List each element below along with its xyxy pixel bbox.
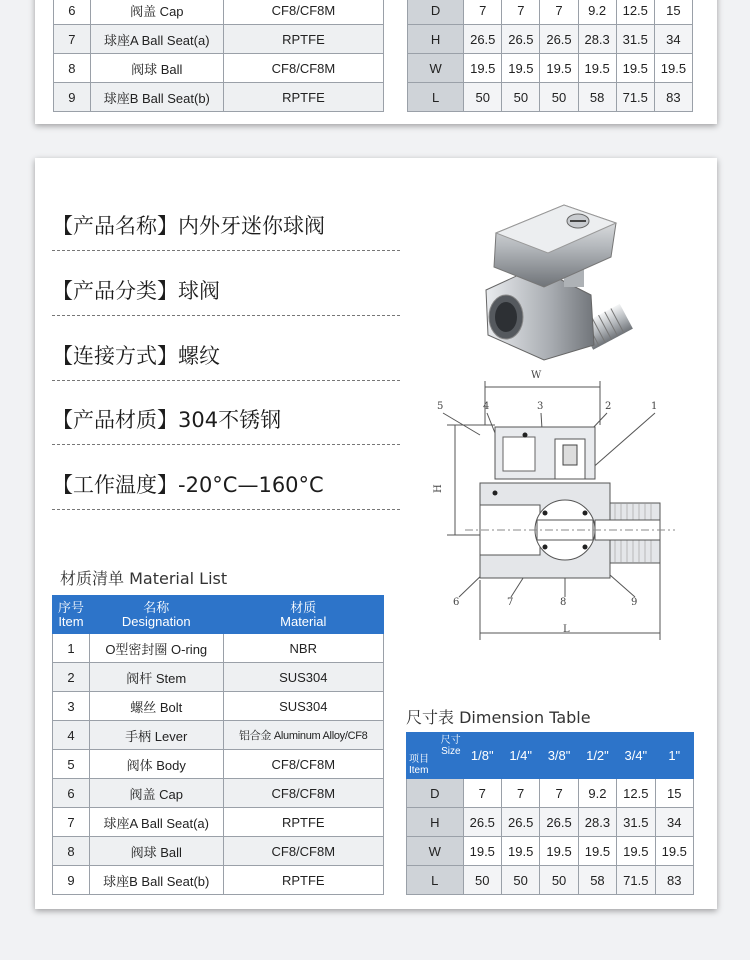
part-callout-number: 7 [507,597,514,608]
dimension-value: 28.3 [578,808,616,837]
material-list-title: 材质清单 Material List [60,569,228,588]
material-designation: 阀体 Body [89,750,223,779]
material-header-designation [89,596,223,634]
product-spec-line [52,404,400,445]
dimension-row [408,54,693,83]
dimension-value: 26.5 [463,808,501,837]
material-table [52,595,384,895]
material-item-number: 5 [53,750,90,779]
material-value: SUS304 [223,692,383,721]
material-item-number: 8 [53,837,90,866]
dimension-header-size [501,733,539,779]
dimension-header-size [578,733,616,779]
material-row [53,634,384,663]
material-designation: 阀盖 Cap [89,779,223,808]
material-value: SUS304 [223,663,383,692]
dimension-value: 83 [655,866,693,895]
product-spec-line [52,210,400,251]
header-material-cn: 材质 [290,599,317,615]
material-item-number: 7 [54,25,91,54]
material-designation: 阀盖 Cap [90,0,223,25]
size-label: 1/2" [586,748,609,763]
material-row [54,83,384,112]
spec-value: 304不锈钢 [178,408,282,432]
spec-key: 【产品材质】 [52,408,178,432]
header-designation-en: Designation [121,613,191,629]
material-designation: 球座A Ball Seat(a) [90,25,223,54]
dimension-value: 50 [501,866,539,895]
material-row [54,25,384,54]
dimension-symbol: H [433,484,444,493]
dimension-label: H [408,25,464,54]
material-designation: O型密封圈 O-ring [89,634,223,663]
dimension-value: 26.5 [540,808,578,837]
dimension-row [407,808,694,837]
material-item-number: 6 [54,0,91,25]
dimension-value: 26.5 [501,808,539,837]
material-item-number: 2 [53,663,90,692]
material-designation: 阀球 Ball [89,837,223,866]
material-designation: 手柄 Lever [89,721,223,750]
material-designation: 球座A Ball Seat(a) [89,808,223,837]
material-row [54,54,384,83]
spec-value: 球阀 [178,279,220,303]
dimension-value: 7 [502,0,540,25]
spec-key: 【连接方式】 [52,344,178,368]
spec-value: -20°C—160°C [178,473,324,497]
part-callout-number: 8 [560,597,567,608]
dimension-value: 34 [654,25,692,54]
header-item-cn: 序号 [57,599,84,615]
material-value: CF8/CF8M [223,750,383,779]
part-callout-number: 2 [605,401,612,412]
dimension-value: 19.5 [578,837,616,866]
material-designation: 球座B Ball Seat(b) [90,83,223,112]
material-item-number: 3 [53,692,90,721]
dimension-row [408,0,693,25]
header-material-en: Material [280,613,327,629]
dimension-label: L [408,83,464,112]
material-row [53,721,384,750]
product-spec-line [52,469,400,510]
dimension-value: 7 [501,779,539,808]
dimension-value: 31.5 [617,808,655,837]
valve-section-drawing [425,365,685,650]
material-row [53,750,384,779]
material-item-number: 6 [53,779,90,808]
material-value: RPTFE [223,25,383,54]
dimension-value: 15 [654,0,692,25]
dimension-label: W [408,54,464,83]
dimension-label: W [407,837,464,866]
material-item-number: 8 [54,54,91,83]
dimension-value: 50 [502,83,540,112]
material-row [53,779,384,808]
spec-key: 【产品分类】 [52,279,178,303]
dimension-value: 50 [464,83,502,112]
dimension-value: 19.5 [502,54,540,83]
dimension-table [406,732,694,895]
material-designation: 阀杆 Stem [89,663,223,692]
dimension-value: 19.5 [464,54,502,83]
material-designation: 阀球 Ball [90,54,223,83]
part-callout-number: 6 [453,597,460,608]
dimension-header-size [463,733,501,779]
size-label: 1/8" [470,748,494,763]
dimension-value: 34 [655,808,693,837]
material-item-number: 7 [53,808,90,837]
dimension-value: 19.5 [617,837,655,866]
dimension-label: D [407,779,464,808]
material-row [53,866,384,895]
top-material-table-partial [53,0,384,112]
size-label: 3/8" [547,748,571,763]
ball-valve-photo [466,195,656,365]
dimension-header-size [540,733,578,779]
material-value: RPTFE [223,808,383,837]
dimension-value: 15 [655,779,693,808]
dimension-value: 50 [540,866,578,895]
size-label: 1/4" [509,748,532,763]
dimension-row [407,779,694,808]
dimension-value: 19.5 [616,54,654,83]
dimension-value: 7 [540,779,578,808]
dimension-value: 58 [578,866,616,895]
material-row [53,837,384,866]
material-value: CF8/CF8M [223,837,383,866]
material-item-number: 9 [53,866,90,895]
material-item-number: 4 [53,721,90,750]
product-spec-line [52,340,400,381]
dimension-value: 50 [463,866,501,895]
material-designation: 螺丝 Bolt [89,692,223,721]
material-value: CF8/CF8M [223,54,383,83]
dimension-value: 19.5 [655,837,693,866]
dimension-symbol: W [531,370,542,381]
dimension-value: 26.5 [464,25,502,54]
spec-value: 内外牙迷你球阀 [178,214,325,238]
material-row [53,692,384,721]
dimension-label: H [407,808,464,837]
material-row [54,0,384,25]
material-value: CF8/CF8M [223,779,383,808]
material-value: NBR [223,634,383,663]
dimension-row [407,837,694,866]
material-item-number: 1 [53,634,90,663]
material-header-material [223,596,383,634]
material-designation: 球座B Ball Seat(b) [89,866,223,895]
part-callout-number: 5 [437,401,444,412]
material-row [53,663,384,692]
dimension-row [407,866,694,895]
dimension-value: 71.5 [617,866,655,895]
material-value: CF8/CF8M [223,0,383,25]
dimension-value: 19.5 [578,54,616,83]
material-item-number: 9 [54,83,91,112]
dimension-value: 50 [540,83,578,112]
material-value: RPTFE [223,866,383,895]
dimension-header-size [655,733,693,779]
dimension-value: 7 [464,0,502,25]
dimension-value: 28.3 [578,25,616,54]
dimension-value: 19.5 [463,837,501,866]
dimension-label: D [408,0,464,25]
dimension-value: 12.5 [616,0,654,25]
header-item-label: 项目 Item [409,754,429,776]
spec-value: 螺纹 [178,344,220,368]
part-callout-number: 1 [651,401,658,412]
spec-key: 【产品名称】 [52,214,178,238]
dimension-value: 71.5 [616,83,654,112]
dimension-value: 9.2 [578,0,616,25]
material-header-item [53,596,90,634]
dimension-value: 19.5 [540,54,578,83]
dimension-value: 19.5 [654,54,692,83]
dimension-value: 9.2 [578,779,616,808]
size-label: 3/4" [624,748,648,763]
dimension-value: 19.5 [501,837,539,866]
part-callout-number: 4 [483,401,490,412]
dimension-row [408,83,693,112]
header-size-label: 尺寸 Size [440,735,461,757]
dimension-label: L [407,866,464,895]
dimension-value: 7 [463,779,501,808]
dimension-value: 31.5 [616,25,654,54]
material-value: RPTFE [223,83,383,112]
header-designation-cn: 名称 [143,599,170,615]
product-spec-line [52,275,400,316]
part-callout-number: 9 [631,597,638,608]
dimension-header-corner [407,733,464,779]
material-row [53,808,384,837]
header-item-en: Item [58,613,84,629]
material-value: 铝合金 Aluminum Alloy/CF8 [223,721,383,750]
dimension-value: 26.5 [540,25,578,54]
dimension-table-title: 尺寸表 Dimension Table [406,708,591,727]
dimension-value: 19.5 [540,837,578,866]
spec-key: 【工作温度】 [52,473,178,497]
dimension-header-size [617,733,655,779]
dimension-value: 58 [578,83,616,112]
dimension-row [408,25,693,54]
dimension-value: 7 [540,0,578,25]
dimension-value: 26.5 [502,25,540,54]
dimension-symbol: L [563,624,570,635]
size-label: 1" [668,748,681,763]
part-callout-number: 3 [537,401,544,412]
top-dimension-table-partial [407,0,693,112]
dimension-value: 12.5 [617,779,655,808]
dimension-value: 83 [654,83,692,112]
